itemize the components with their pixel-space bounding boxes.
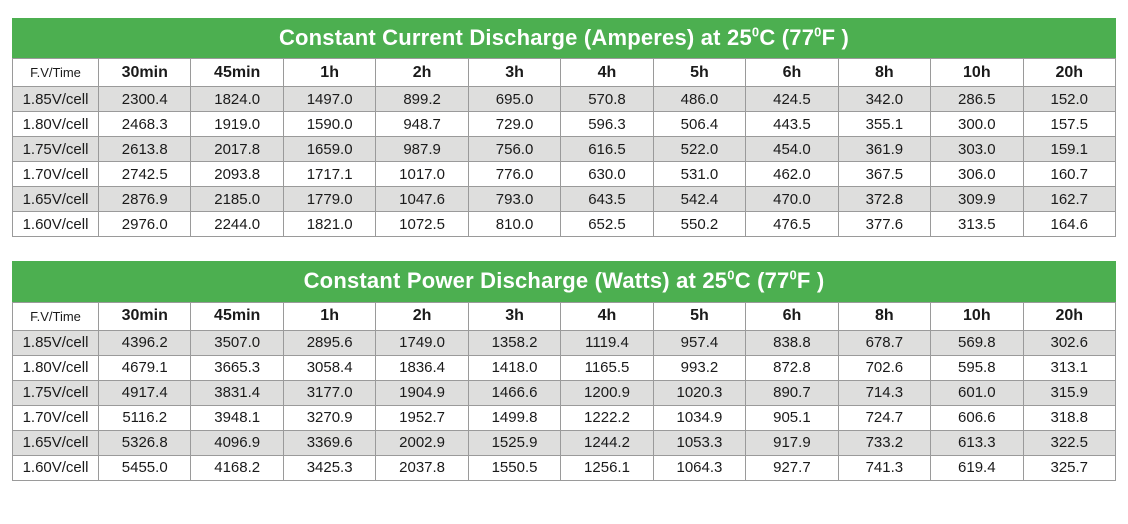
title-text-prefix: Constant Power Discharge (Watts) at 25 bbox=[303, 268, 728, 294]
table-cell: 162.7 bbox=[1023, 187, 1115, 212]
table-cell: 1047.6 bbox=[376, 187, 468, 212]
table-cell: 733.2 bbox=[838, 430, 930, 455]
table-cell: 2037.8 bbox=[376, 455, 468, 480]
table-row bbox=[13, 455, 1116, 480]
table-cell: 3948.1 bbox=[191, 405, 283, 430]
table-cell: 917.9 bbox=[746, 430, 838, 455]
table-cell: 724.7 bbox=[838, 405, 930, 430]
table-cell: 756.0 bbox=[468, 137, 560, 162]
table-cell: 2742.5 bbox=[99, 162, 191, 187]
table-cell: 367.5 bbox=[838, 162, 930, 187]
column-header: 45min bbox=[191, 302, 283, 330]
table-cell: 318.8 bbox=[1023, 405, 1115, 430]
table-cell: 325.7 bbox=[1023, 455, 1115, 480]
table-cell: 899.2 bbox=[376, 87, 468, 112]
table-cell: 1904.9 bbox=[376, 380, 468, 405]
row-label: 1.60V/cell bbox=[13, 212, 99, 237]
table-row bbox=[13, 187, 1116, 212]
table-cell: 570.8 bbox=[561, 87, 653, 112]
table-cell: 1064.3 bbox=[653, 455, 745, 480]
table-cell: 702.6 bbox=[838, 355, 930, 380]
table-cell: 1053.3 bbox=[653, 430, 745, 455]
table-cell: 616.5 bbox=[561, 137, 653, 162]
table-cell: 2093.8 bbox=[191, 162, 283, 187]
table-row bbox=[13, 355, 1116, 380]
table-cell: 152.0 bbox=[1023, 87, 1115, 112]
column-header: 6h bbox=[746, 59, 838, 87]
table-cell: 5455.0 bbox=[99, 455, 191, 480]
table-cell: 741.3 bbox=[838, 455, 930, 480]
table-cell: 1200.9 bbox=[561, 380, 653, 405]
table-cell: 595.8 bbox=[931, 355, 1023, 380]
constant-current-discharge-table bbox=[12, 58, 1116, 237]
degree-symbol-2: 0 bbox=[814, 24, 822, 40]
table-cell: 1836.4 bbox=[376, 355, 468, 380]
table-row bbox=[13, 330, 1116, 355]
table-cell: 4396.2 bbox=[99, 330, 191, 355]
table-cell: 3177.0 bbox=[283, 380, 375, 405]
row-label: 1.60V/cell bbox=[13, 455, 99, 480]
title-text-suffix: F ) bbox=[821, 25, 850, 50]
table-row bbox=[13, 405, 1116, 430]
table-cell: 3507.0 bbox=[191, 330, 283, 355]
table-cell: 1020.3 bbox=[653, 380, 745, 405]
table-cell: 2976.0 bbox=[99, 212, 191, 237]
table-cell: 506.4 bbox=[653, 112, 745, 137]
title-text-suffix: F ) bbox=[796, 268, 825, 294]
column-header: 2h bbox=[376, 59, 468, 87]
column-header: 20h bbox=[1023, 302, 1115, 330]
table-cell: 1919.0 bbox=[191, 112, 283, 137]
table-cell: 905.1 bbox=[746, 405, 838, 430]
table-cell: 927.7 bbox=[746, 455, 838, 480]
table-cell: 286.5 bbox=[931, 87, 1023, 112]
table-cell: 613.3 bbox=[931, 430, 1023, 455]
table-cell: 606.6 bbox=[931, 405, 1023, 430]
table-cell: 300.0 bbox=[931, 112, 1023, 137]
table-cell: 2185.0 bbox=[191, 187, 283, 212]
title-text-prefix: Constant Current Discharge (Amperes) at 25 bbox=[278, 25, 752, 50]
row-label: 1.75V/cell bbox=[13, 380, 99, 405]
table-cell: 1550.5 bbox=[468, 455, 560, 480]
table-cell: 322.5 bbox=[1023, 430, 1115, 455]
constant-power-discharge-title bbox=[12, 261, 1116, 301]
degree-symbol-1: 0 bbox=[727, 267, 735, 283]
table-cell: 1072.5 bbox=[376, 212, 468, 237]
table-cell: 1034.9 bbox=[653, 405, 745, 430]
constant-current-discharge-block bbox=[12, 18, 1116, 237]
table-cell: 476.5 bbox=[746, 212, 838, 237]
table-row bbox=[13, 162, 1116, 187]
table-cell: 3665.3 bbox=[191, 355, 283, 380]
table-cell: 470.0 bbox=[746, 187, 838, 212]
table-cell: 957.4 bbox=[653, 330, 745, 355]
table-cell: 160.7 bbox=[1023, 162, 1115, 187]
table-cell: 601.0 bbox=[931, 380, 1023, 405]
degree-symbol-1: 0 bbox=[751, 24, 760, 40]
row-label: 1.85V/cell bbox=[13, 330, 99, 355]
column-header: 10h bbox=[931, 59, 1023, 87]
table-cell: 313.5 bbox=[931, 212, 1023, 237]
table-row bbox=[13, 87, 1116, 112]
table-cell: 3270.9 bbox=[283, 405, 375, 430]
table-cell: 2002.9 bbox=[376, 430, 468, 455]
table-cell: 454.0 bbox=[746, 137, 838, 162]
column-header: 30min bbox=[99, 302, 191, 330]
table-cell: 652.5 bbox=[561, 212, 653, 237]
table-cell: 2613.8 bbox=[99, 137, 191, 162]
table-cell: 355.1 bbox=[838, 112, 930, 137]
table-cell: 4917.4 bbox=[99, 380, 191, 405]
table-cell: 5116.2 bbox=[99, 405, 191, 430]
table-cell: 1165.5 bbox=[561, 355, 653, 380]
table-cell: 486.0 bbox=[653, 87, 745, 112]
table-cell: 1717.1 bbox=[283, 162, 375, 187]
table-cell: 1779.0 bbox=[283, 187, 375, 212]
table-header-row bbox=[13, 302, 1116, 330]
table-cell: 948.7 bbox=[376, 112, 468, 137]
row-label: 1.70V/cell bbox=[13, 405, 99, 430]
table-cell: 695.0 bbox=[468, 87, 560, 112]
table-cell: 2895.6 bbox=[283, 330, 375, 355]
table-cell: 1821.0 bbox=[283, 212, 375, 237]
table-cell: 302.6 bbox=[1023, 330, 1115, 355]
row-label: 1.65V/cell bbox=[13, 187, 99, 212]
table-cell: 838.8 bbox=[746, 330, 838, 355]
table-cell: 1119.4 bbox=[561, 330, 653, 355]
column-header: 5h bbox=[653, 302, 745, 330]
table-row bbox=[13, 112, 1116, 137]
table-cell: 309.9 bbox=[931, 187, 1023, 212]
table-cell: 4168.2 bbox=[191, 455, 283, 480]
column-header: 4h bbox=[561, 59, 653, 87]
table-row bbox=[13, 430, 1116, 455]
table-cell: 1659.0 bbox=[283, 137, 375, 162]
column-header: 8h bbox=[838, 59, 930, 87]
table-cell: 5326.8 bbox=[99, 430, 191, 455]
table-cell: 729.0 bbox=[468, 112, 560, 137]
table-cell: 630.0 bbox=[561, 162, 653, 187]
table-cell: 987.9 bbox=[376, 137, 468, 162]
table-cell: 3831.4 bbox=[191, 380, 283, 405]
table-cell: 1017.0 bbox=[376, 162, 468, 187]
table-cell: 1525.9 bbox=[468, 430, 560, 455]
column-header: 20h bbox=[1023, 59, 1115, 87]
table-cell: 643.5 bbox=[561, 187, 653, 212]
column-header: 8h bbox=[838, 302, 930, 330]
row-label: 1.80V/cell bbox=[13, 355, 99, 380]
table-cell: 890.7 bbox=[746, 380, 838, 405]
constant-power-discharge-block bbox=[12, 261, 1116, 480]
title-text-mid: C (77 bbox=[759, 25, 815, 50]
constant-power-discharge-table bbox=[12, 302, 1116, 481]
row-label: 1.80V/cell bbox=[13, 112, 99, 137]
column-header: 3h bbox=[468, 59, 560, 87]
table-cell: 619.4 bbox=[931, 455, 1023, 480]
table-header-row bbox=[13, 59, 1116, 87]
table-row bbox=[13, 380, 1116, 405]
table-cell: 313.1 bbox=[1023, 355, 1115, 380]
table-cell: 157.5 bbox=[1023, 112, 1115, 137]
table-cell: 1418.0 bbox=[468, 355, 560, 380]
row-label: 1.85V/cell bbox=[13, 87, 99, 112]
row-label: 1.75V/cell bbox=[13, 137, 99, 162]
table-cell: 1824.0 bbox=[191, 87, 283, 112]
table-cell: 1497.0 bbox=[283, 87, 375, 112]
table-cell: 872.8 bbox=[746, 355, 838, 380]
table-cell: 462.0 bbox=[746, 162, 838, 187]
table-cell: 159.1 bbox=[1023, 137, 1115, 162]
table-cell: 714.3 bbox=[838, 380, 930, 405]
table-cell: 1358.2 bbox=[468, 330, 560, 355]
table-row bbox=[13, 212, 1116, 237]
table-cell: 542.4 bbox=[653, 187, 745, 212]
table-cell: 1466.6 bbox=[468, 380, 560, 405]
table-cell: 531.0 bbox=[653, 162, 745, 187]
column-header: F.V/Time bbox=[13, 59, 99, 87]
column-header: F.V/Time bbox=[13, 302, 99, 330]
table-cell: 1222.2 bbox=[561, 405, 653, 430]
row-label: 1.65V/cell bbox=[13, 430, 99, 455]
table-cell: 4679.1 bbox=[99, 355, 191, 380]
column-header: 6h bbox=[746, 302, 838, 330]
table-cell: 4096.9 bbox=[191, 430, 283, 455]
table-cell: 2017.8 bbox=[191, 137, 283, 162]
table-cell: 1256.1 bbox=[561, 455, 653, 480]
column-header: 5h bbox=[653, 59, 745, 87]
column-header: 2h bbox=[376, 302, 468, 330]
table-cell: 2876.9 bbox=[99, 187, 191, 212]
table-cell: 361.9 bbox=[838, 137, 930, 162]
table-cell: 342.0 bbox=[838, 87, 930, 112]
column-header: 3h bbox=[468, 302, 560, 330]
column-header: 45min bbox=[191, 59, 283, 87]
table-cell: 1590.0 bbox=[283, 112, 375, 137]
table-cell: 569.8 bbox=[931, 330, 1023, 355]
table-cell: 2244.0 bbox=[191, 212, 283, 237]
table-cell: 164.6 bbox=[1023, 212, 1115, 237]
table-cell: 372.8 bbox=[838, 187, 930, 212]
table-cell: 303.0 bbox=[931, 137, 1023, 162]
table-cell: 306.0 bbox=[931, 162, 1023, 187]
constant-current-discharge-title bbox=[12, 18, 1116, 58]
table-cell: 678.7 bbox=[838, 330, 930, 355]
table-cell: 1749.0 bbox=[376, 330, 468, 355]
table-cell: 3369.6 bbox=[283, 430, 375, 455]
table-cell: 776.0 bbox=[468, 162, 560, 187]
table-cell: 2468.3 bbox=[99, 112, 191, 137]
row-label: 1.70V/cell bbox=[13, 162, 99, 187]
table-cell: 810.0 bbox=[468, 212, 560, 237]
table-cell: 315.9 bbox=[1023, 380, 1115, 405]
table-cell: 443.5 bbox=[746, 112, 838, 137]
degree-symbol-2: 0 bbox=[789, 267, 797, 283]
table-cell: 3058.4 bbox=[283, 355, 375, 380]
table-cell: 424.5 bbox=[746, 87, 838, 112]
table-row bbox=[13, 137, 1116, 162]
table-cell: 1244.2 bbox=[561, 430, 653, 455]
column-header: 4h bbox=[561, 302, 653, 330]
table-cell: 522.0 bbox=[653, 137, 745, 162]
table-cell: 2300.4 bbox=[99, 87, 191, 112]
table-cell: 596.3 bbox=[561, 112, 653, 137]
table-cell: 377.6 bbox=[838, 212, 930, 237]
table-cell: 1499.8 bbox=[468, 405, 560, 430]
table-cell: 1952.7 bbox=[376, 405, 468, 430]
title-text-mid: C (77 bbox=[734, 268, 790, 294]
column-header: 30min bbox=[99, 59, 191, 87]
table-cell: 550.2 bbox=[653, 212, 745, 237]
column-header: 1h bbox=[283, 59, 375, 87]
column-header: 1h bbox=[283, 302, 375, 330]
table-cell: 993.2 bbox=[653, 355, 745, 380]
table-cell: 3425.3 bbox=[283, 455, 375, 480]
column-header: 10h bbox=[931, 302, 1023, 330]
table-cell: 793.0 bbox=[468, 187, 560, 212]
